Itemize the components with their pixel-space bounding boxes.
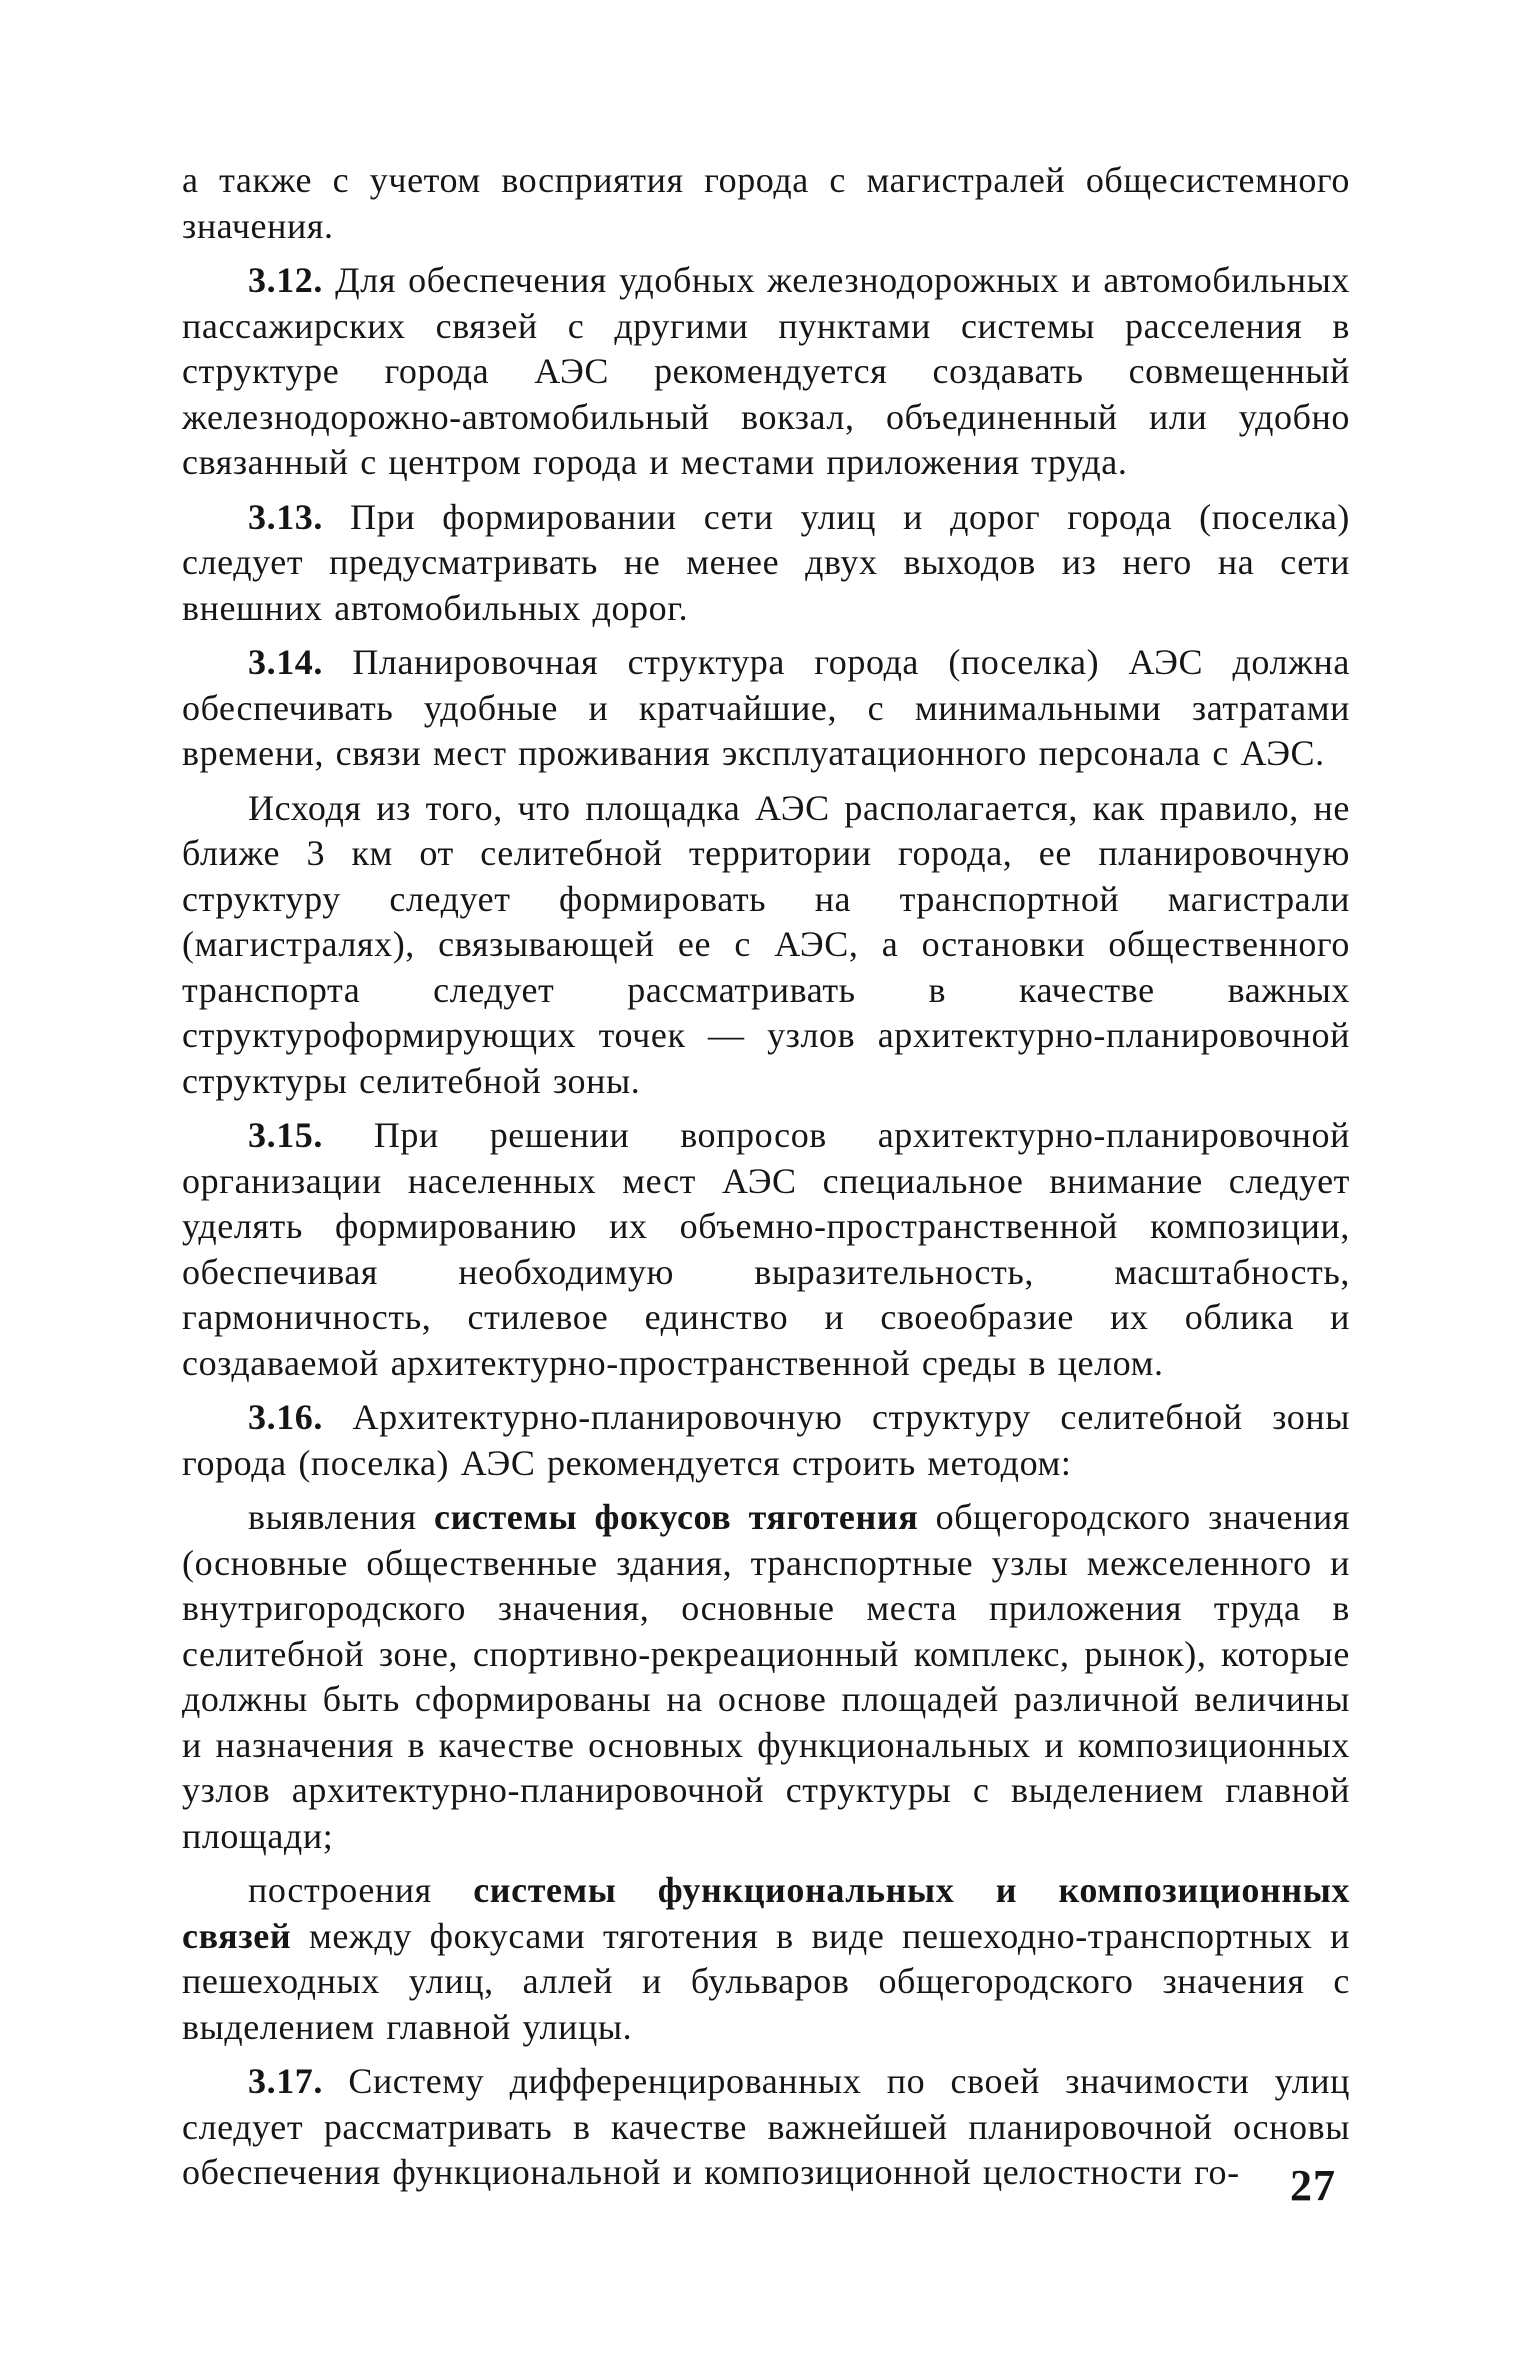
clause-number: 3.15. bbox=[248, 1115, 323, 1155]
clause-number: 3.14. bbox=[248, 642, 323, 682]
paragraph-3-13 bbox=[182, 495, 1350, 632]
clause-number: 3.16. bbox=[248, 1397, 323, 1437]
paragraph-3-15 bbox=[182, 1113, 1350, 1386]
clause-number: 3.13. bbox=[248, 496, 323, 537]
lead-text: выявления bbox=[248, 1497, 435, 1537]
emphasized-term: системы фокусов тяготения bbox=[434, 1497, 919, 1537]
clause-number: 3.12. bbox=[248, 260, 323, 300]
paragraph-3-16 bbox=[182, 1395, 1350, 1486]
list-item-links-system bbox=[182, 1868, 1350, 2050]
paragraph-text: При решении вопросов архитектурно-планировочной организации населенных мест АЭС специальное внимание следует уделять формированию их объемно-пространственной композиции, обеспечивая необходимую выразительность, масштабность, гармоничность, стилевое единство и своеобразие их облика и создаваемой архитектурно-пространственной среды в целом. bbox=[182, 1115, 1350, 1383]
paragraph-text: общегородского значения (основные общественные здания, транспортные узлы межселенного и внутригородского значения, основные места приложения труда в селитебной зоне, спортивно-рекреационный комплекс, рынок), которые должны быть сформированы на основе площадей различной величины и назначения в качестве основных функциональных и композиционных узлов архитектурно-планировочной структуры с выделением главной площади; bbox=[182, 1497, 1350, 1856]
paragraph-3-12 bbox=[182, 258, 1350, 486]
paragraph-3-14 bbox=[182, 640, 1350, 777]
paragraph-text: между фокусами тяготения в виде пешеходно-транспортных и пешеходных улиц, аллей и бульваров общегородского значения с выделением главной улицы. bbox=[182, 1915, 1350, 2047]
paragraph-text: При формировании сети улиц и дорог города (поселка) следует предусматривать не менее двух выходов из него на сети внешних автомобильных дорог. bbox=[182, 496, 1350, 628]
paragraph-text: Архитектурно-планировочную структуру селитебной зоны города (поселка) АЭС рекомендуется строить методом: bbox=[182, 1397, 1350, 1483]
text-body bbox=[182, 158, 1350, 2205]
paragraph-text: Систему дифференцированных по своей значимости улиц следует рассматривать в качестве важнейшей планировочной основы обеспечения функциональной и композиционной целостности го- bbox=[182, 2061, 1350, 2192]
list-item-focus-system bbox=[182, 1495, 1350, 1859]
paragraph-continuation: а также с учетом восприятия города с магистралей общесистемного значения. bbox=[182, 160, 1350, 246]
paragraph-3-17 bbox=[182, 2059, 1350, 2196]
clause-number: 3.17. bbox=[248, 2061, 323, 2101]
emphasized-term: системы функциональных и композиционных связей bbox=[182, 1870, 1350, 1956]
paragraph-text: Планировочная структура города (поселка) АЭС должна обеспечивать удобные и кратчайшие, с минимальными затратами времени, связи мест проживания эксплуатационного персонала с АЭС. bbox=[182, 642, 1350, 773]
page-number: 27 bbox=[1290, 2161, 1336, 2210]
lead-text: построения bbox=[248, 1870, 474, 1910]
paragraph-text: Для обеспечения удобных железнодорожных и автомобильных пассажирских связей с другими пунктами системы расселения в структуре города АЭС рекомендуется создавать совмещенный железнодорожно-автомобильный вокзал, объединенный или удобно связанный с центром города и местами приложения труда. bbox=[182, 260, 1350, 482]
paragraph-3-14-continued: Исходя из того, что площадка АЭС располагается, как правило, не ближе 3 км от селитебной территории города, ее планировочную структуру следует формировать на транспортной магистрали (магистралях), связывающей ее с АЭС, а остановки общественного транспорта следует рассматривать в качестве важных структуроформирующих точек — узлов архитектурно-планировочной структуры селитебной зоны. bbox=[182, 787, 1350, 1101]
